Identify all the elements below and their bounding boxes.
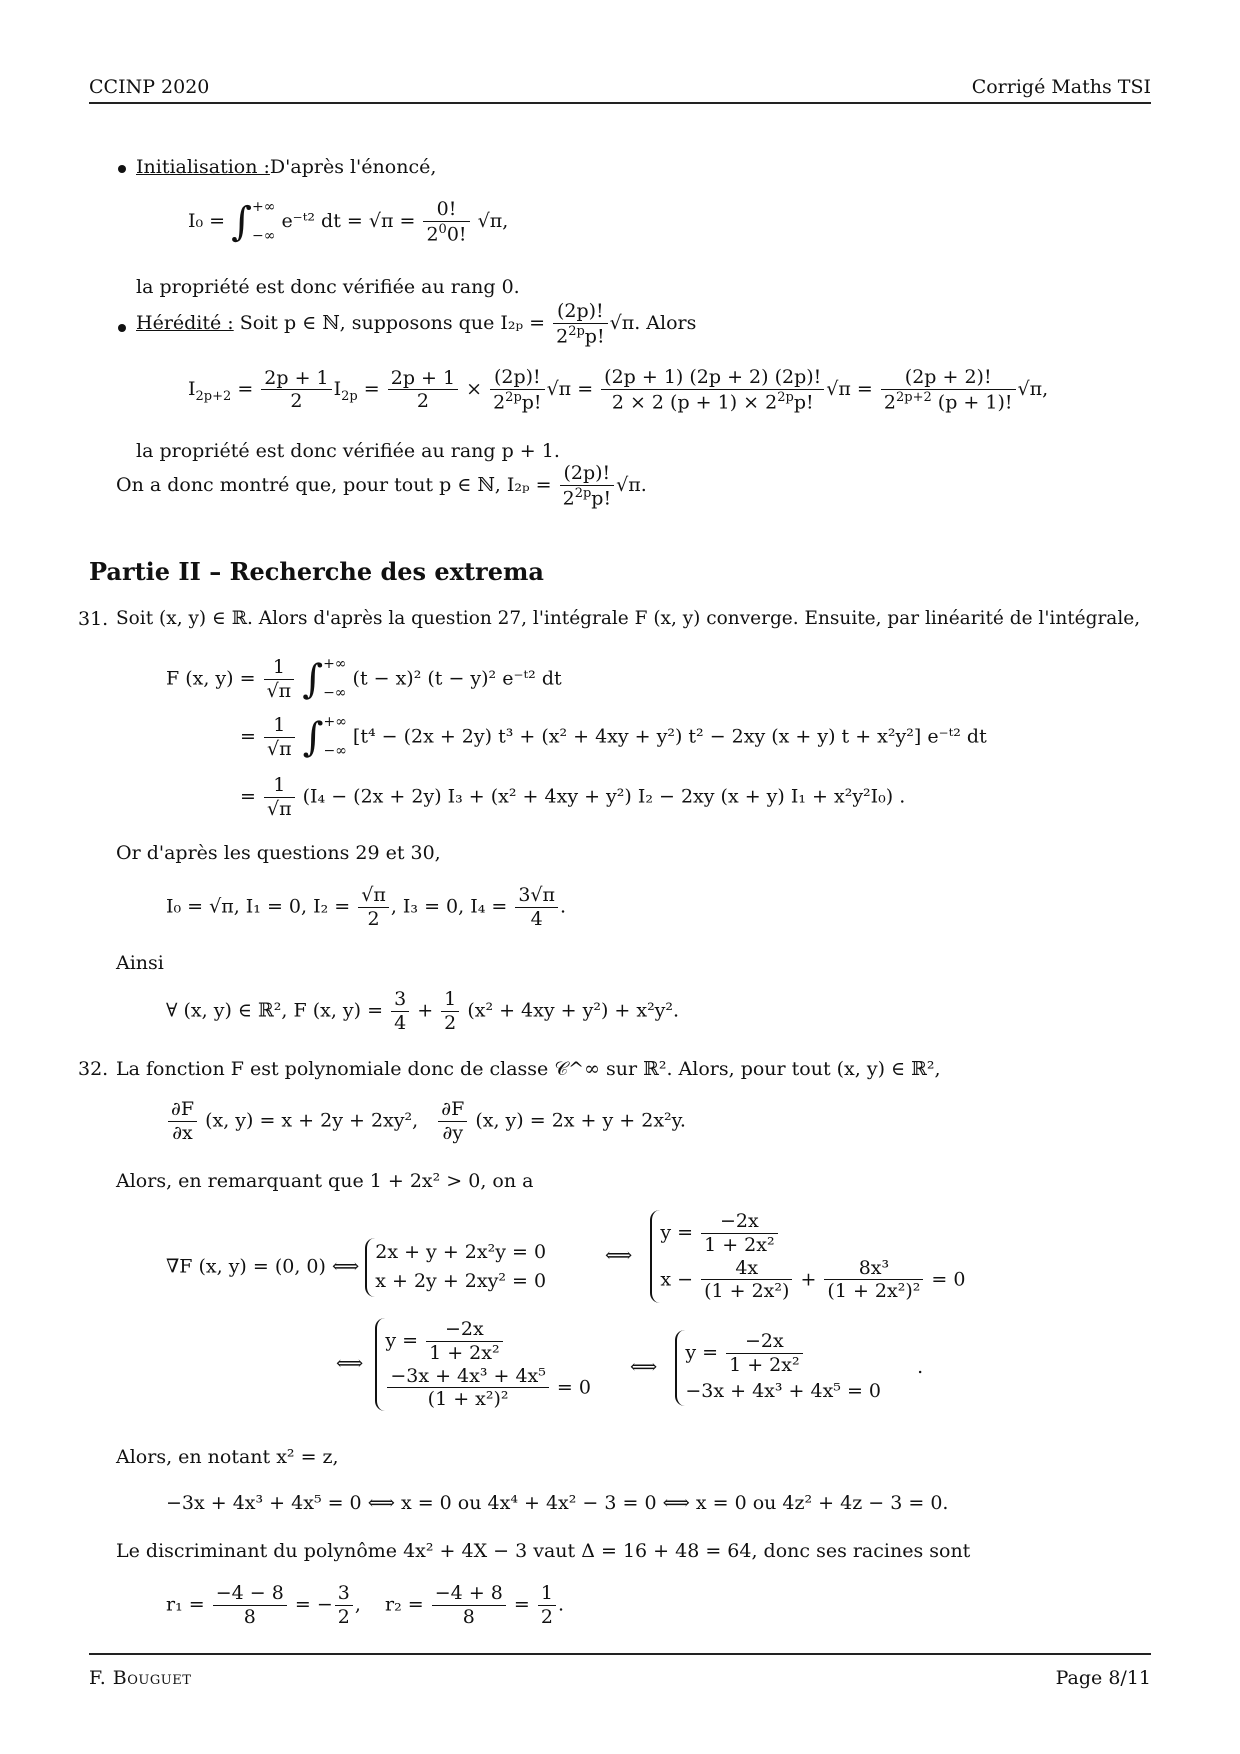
q31-values: I₀ = √π, I₁ = 0, I₂ = $\frac{√\pi}{2}$ , I₃ = 0, I₄ = $\frac{3√\pi}{4}$ .	[166, 884, 567, 930]
init-line	[136, 156, 436, 178]
eq-end: √π,	[477, 209, 509, 232]
system-d: y = $\frac{-2x}{\text{1 + 2x²}}$ −3x + 4x³ + 4x⁵ = 0	[675, 1330, 881, 1406]
init-conclusion: la propriété est donc vérifiée au rang 0.	[136, 276, 520, 298]
q32-discr: Le discriminant du polynôme 4x² + 4X − 3 vaut Δ = 16 + 48 = 64, donc ses racines sont	[116, 1540, 971, 1562]
r2-label: r₂ =	[385, 1593, 424, 1616]
values-a: I₀ = √π, I₁ = 0, I₂ =	[166, 895, 351, 918]
q32-roots: r₁ = $\frac{-4 - 8}{8}$ = − $\frac{3}{2}$ , r₂ = $\frac{-4 + 8}{8}$ = $\frac{1}{2}$ .	[166, 1582, 565, 1628]
section-title: Partie II – Recherche des extrema	[89, 557, 544, 586]
footer-author: F. Bouguet	[89, 1667, 192, 1689]
hered-text: Soit p ∈ ℕ, supposons que I₂ₚ =	[239, 311, 546, 334]
dfdy: (x, y) = 2x + y + 2x²y.	[475, 1109, 686, 1132]
header-left: CCINP 2020	[89, 76, 210, 98]
dfdx: (x, y) = x + 2y + 2xy²,	[205, 1109, 419, 1132]
hered-equation: $I_{2p+2}$ = $\frac{2p + 1}{2}$ $I_{2p}$ = $\frac{2p + 1}{2}$ × $\frac{(2p)!}{2^{2p}p!}$ √π = $\frac{(2p + 1) (2p + 2) (2p)!}{2 \times 2 (p + 1) \times 2^{2p}p!}$ √π = $\frac{(2p + 2)!}{2^{2p+2} (p + 1)!}$ √π,	[188, 366, 1049, 414]
page-header	[89, 76, 1151, 104]
hered-text-end: √π. Alors	[609, 311, 697, 334]
q32-notant: Alors, en notant x² = z,	[116, 1446, 339, 1468]
values-b: , I₃ = 0, I₄ =	[390, 895, 508, 918]
result-a: ∀ (x, y) ∈ ℝ², F (x, y) =	[166, 999, 384, 1022]
final-text: On a donc montré que, pour tout p ∈ ℕ, I₂ₚ =	[116, 473, 552, 496]
q32-grad	[166, 1238, 546, 1297]
hered-conclusion: la propriété est donc vérifiée au rang p + 1.	[136, 440, 560, 462]
q31-text: Soit (x, y) ∈ ℝ. Alors d'après la question 27, l'intégrale F (x, y) converge. Ensuite, par linéarité de l'intégrale,	[116, 608, 1141, 629]
line1-body: (t − x)² (t − y)² e⁻ᵗ² dt	[352, 667, 562, 690]
init-label: Initialisation :	[136, 156, 270, 178]
q32-eqz: −3x + 4x³ + 4x⁵ = 0 ⟺ x = 0 ou 4x⁴ + 4x² − 3 = 0 ⟺ x = 0 ou 4z² + 4z − 3 = 0.	[166, 1492, 949, 1514]
eq-lhs: I₀ =	[188, 209, 226, 232]
q31-line3: = $\frac{1}{√\pi}$ (I₄ − (2x + 2y) I₃ + (x² + 4xy + y²) I₂ − 2xy (x + y) I₁ + x²y²I₀) .	[240, 774, 906, 820]
hered-line: Hérédité : Soit p ∈ ℕ, supposons que I₂ₚ = $\frac{(2p)!}{2^{2p}p!}$ √π. Alors	[136, 300, 697, 348]
q31-result: ∀ (x, y) ∈ ℝ², F (x, y) = $\frac{3}{4}$ + $\frac{1}{2}$ (x² + 4xy + y²) + x²y².	[166, 988, 680, 1034]
result-b: (x² + 4xy + y²) + x²y².	[467, 999, 680, 1022]
q32-number: 32.	[78, 1058, 109, 1080]
q32-remark: Alors, en remarquant que 1 + 2x² > 0, on a	[116, 1170, 534, 1192]
final-end: √π.	[616, 473, 647, 496]
grad-eq: ∇F (x, y) = (0, 0) ⟺	[166, 1255, 360, 1278]
line3-body: (I₄ − (2x + 2y) I₃ + (x² + 4xy + y²) I₂ − 2xy (x + y) I₁ + x²y²I₀) .	[302, 785, 906, 808]
system-b: y = $\frac{-2x}{\text{1 + 2x²}}$ x − $\frac{4x}{\text{(1 + 2x²)}}$ + $\frac{\text{8x³}}{\text{(1 + 2x²)²}}$ = 0	[650, 1210, 965, 1303]
hered-final: On a donc montré que, pour tout p ∈ ℕ, I₂ₚ = $\frac{(2p)!}{2^{2p}p!}$ √π.	[116, 462, 647, 510]
q31-or: Or d'après les questions 29 et 30,	[116, 842, 441, 864]
footer-page: Page 8/11	[1055, 1667, 1151, 1689]
q32-system-c: ⟺ y = $\frac{-2x}{\text{1 + 2x²}}$ $\frac{\text{−3x + 4x³ + 4x⁵}}{\text{(1 + x²)²}}$ = 0	[336, 1318, 591, 1411]
q32-system-b: ⟺ y = $\frac{-2x}{\text{1 + 2x²}}$ x − $\frac{4x}{\text{(1 + 2x²)}}$ + $\frac{\text{8x³}}{\text{(1 + 2x²)²}}$ = 0	[605, 1210, 966, 1303]
q32-system-d: ⟺ y = $\frac{-2x}{\text{1 + 2x²}}$ −3x + 4x³ + 4x⁵ = 0 .	[630, 1330, 923, 1406]
sys-a-line1: 2x + y + 2x²y = 0	[375, 1241, 547, 1263]
init-text: D'après l'énoncé,	[269, 156, 437, 178]
q31-line1: F (x, y) = $\frac{1}{√\pi}$ ∫ +∞ −∞ (t − x)² (t − y)² e⁻ᵗ² dt	[166, 655, 562, 703]
init-equation: I₀ = ∫ +∞ −∞ e⁻ᵗ² dt = √π = $\frac{0!}{2^00!}$ √π,	[188, 198, 509, 246]
q32-partials: $\frac{\partial F}{\partial x}$ (x, y) = x + 2y + 2xy², $\frac{\partial F}{\partial y}$ (x, y) = 2x + y + 2x²y.	[166, 1098, 686, 1145]
header-right: Corrigé Maths TSI	[971, 76, 1151, 98]
bullet	[118, 324, 126, 332]
bullet	[118, 165, 126, 173]
fraction: $\frac{0!}{2^00!}$	[423, 198, 469, 246]
page-footer	[89, 1653, 1151, 1695]
hered-label: Hérédité :	[136, 311, 234, 334]
sys-a-line2: x + 2y + 2xy² = 0	[375, 1270, 547, 1293]
r1-label: r₁ =	[166, 1593, 205, 1616]
q31-number: 31.	[78, 608, 109, 630]
q31-ainsi: Ainsi	[116, 952, 164, 974]
system-a	[365, 1238, 546, 1297]
system-c: y = $\frac{-2x}{\text{1 + 2x²}}$ $\frac{\text{−3x + 4x³ + 4x⁵}}{\text{(1 + x²)²}}$ = 0	[375, 1318, 591, 1411]
q32-text: La fonction F est polynomiale donc de classe 𝒞^∞ sur ℝ². Alors, pour tout (x, y) ∈ ℝ²,	[116, 1058, 941, 1080]
q31-line2: = $\frac{1}{√\pi}$ ∫ +∞ −∞ [t⁴ − (2x + 2y) t³ + (x² + 4xy + y²) t² − 2xy (x + y) t + x²y²] e⁻ᵗ² dt	[240, 713, 987, 761]
line2-body: [t⁴ − (2x + 2y) t³ + (x² + 4xy + y²) t² − 2xy (x + y) t + x²y²] e⁻ᵗ² dt	[352, 725, 987, 748]
eq-rhs: e⁻ᵗ² dt = √π =	[281, 209, 416, 232]
